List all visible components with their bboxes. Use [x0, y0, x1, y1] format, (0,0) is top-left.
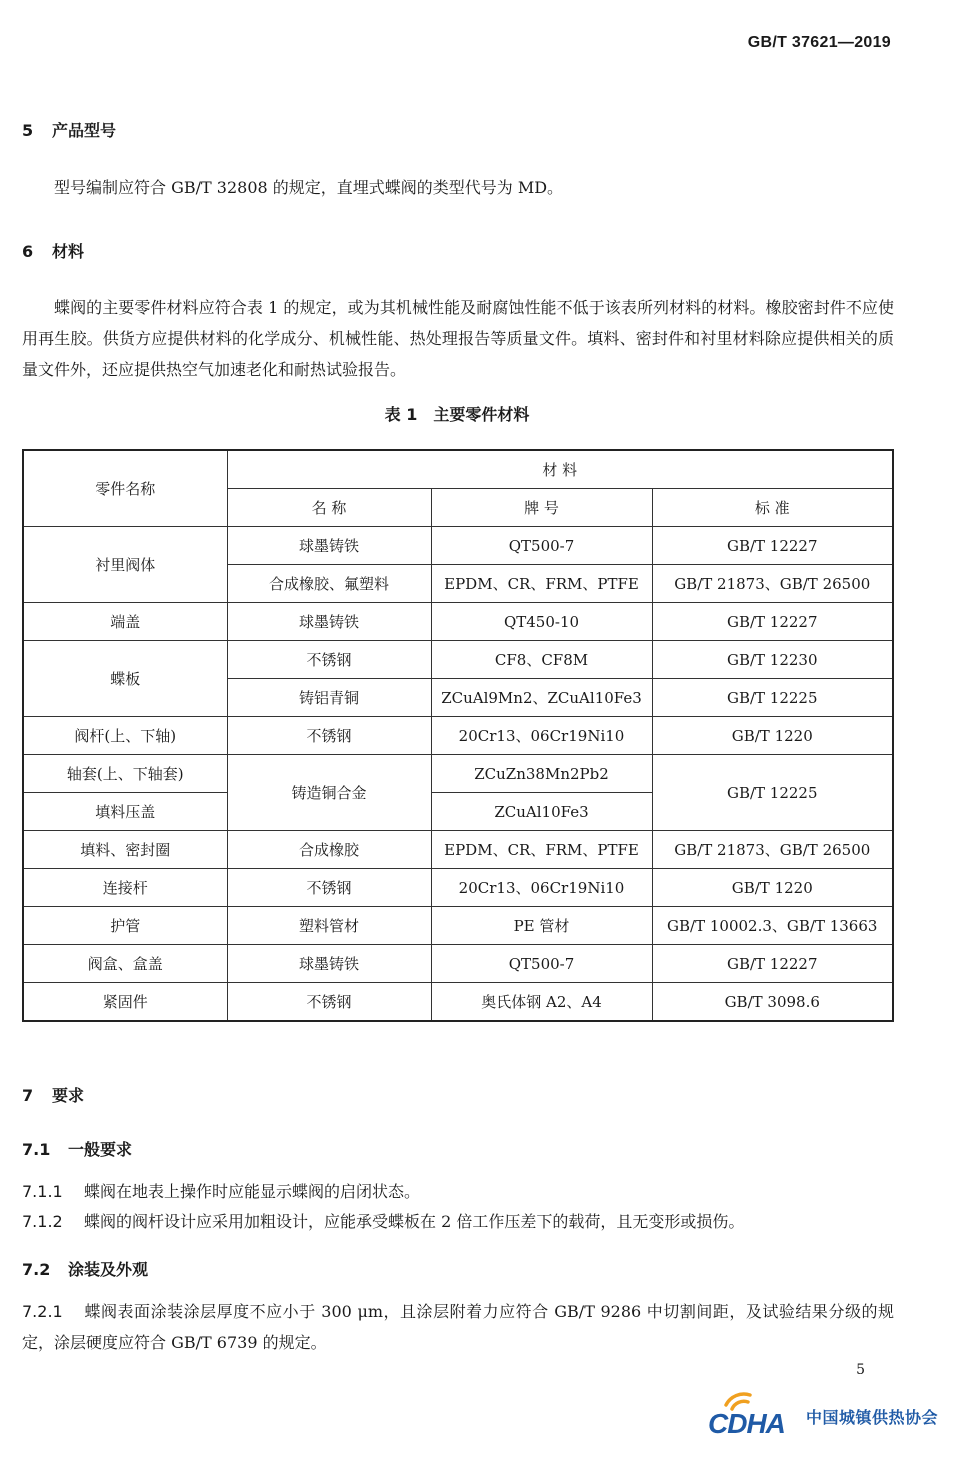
- part-cell: 护管: [23, 907, 227, 945]
- table-row: [23, 945, 893, 983]
- clause-text: 蝶阀在地表上操作时应能显示蝶阀的启闭状态。: [84, 1182, 421, 1201]
- standard-cell: GB/T 12227: [652, 603, 893, 641]
- name-cell: 铸铝青铜: [227, 679, 431, 717]
- part-cell: 阀杆(上、下轴): [23, 717, 227, 755]
- name-cell: 不锈钢: [227, 983, 431, 1022]
- table-row: [23, 603, 893, 641]
- table-row: [23, 907, 893, 945]
- header-name: 名 称: [227, 489, 431, 527]
- clause-number: 7.1.1: [22, 1182, 63, 1201]
- standard-cell: GB/T 12230: [652, 641, 893, 679]
- table-title: 表 1 主要零件材料: [384, 405, 530, 424]
- name-cell: 不锈钢: [227, 869, 431, 907]
- clause-7-1-1: [22, 1176, 894, 1207]
- grade-cell: QT500-7: [431, 527, 652, 565]
- page-number: 5: [856, 1362, 865, 1378]
- grade-cell: 奥氏体钢 A2、A4: [431, 983, 652, 1022]
- table-row: [23, 831, 893, 869]
- section-5-heading: [22, 118, 116, 141]
- table-row: [23, 717, 893, 755]
- section-number: 7.2: [22, 1260, 51, 1279]
- section-6-paragraph: 蝶阀的主要零件材料应符合表 1 的规定，或为其机械性能及耐腐蚀性能不低于该表所列材料的材料。橡胶密封件不应使用再生胶。供货方应提供材料的化学成分、机械性能、热处理报告等质量文件。填料、密封件和衬里材料除应提供相关的质量文件外，还应提供热空气加速老化和耐热试验报告。: [22, 298, 894, 379]
- grade-cell: ZCuZn38Mn2Pb2: [431, 755, 652, 793]
- grade-cell: EPDM、CR、FRM、PTFE: [431, 565, 652, 603]
- standard-cell: GB/T 12227: [652, 945, 893, 983]
- name-cell: 不锈钢: [227, 641, 431, 679]
- section-number: 7: [22, 1086, 34, 1105]
- header-part-name: 零件名称: [23, 450, 227, 527]
- clause-text: 蝶阀表面涂装涂层厚度不应小于 300 μm，且涂层附着力应符合 GB/T 9286 中切割间距，及试验结果分级的规定，涂层硬度应符合 GB/T 6739 的规定。: [22, 1302, 894, 1352]
- name-cell: 不锈钢: [227, 717, 431, 755]
- materials-table: [22, 449, 894, 1022]
- grade-cell: 20Cr13、06Cr19Ni10: [431, 869, 652, 907]
- section-7-2-heading: [22, 1257, 148, 1280]
- grade-cell: PE 管材: [431, 907, 652, 945]
- cdha-logo: [706, 1389, 956, 1443]
- part-cell: 连接杆: [23, 869, 227, 907]
- part-cell: 填料、密封圈: [23, 831, 227, 869]
- standard-cell: GB/T 10002.3、GB/T 13663: [652, 907, 893, 945]
- section-title: 一般要求: [68, 1140, 133, 1159]
- table-row: [23, 869, 893, 907]
- part-cell: 填料压盖: [23, 793, 227, 831]
- part-cell: 蝶板: [23, 641, 227, 717]
- section-title: 产品型号: [52, 121, 117, 140]
- standard-cell: GB/T 1220: [652, 869, 893, 907]
- name-cell: 球墨铸铁: [227, 603, 431, 641]
- clause-number: 7.1.2: [22, 1212, 63, 1231]
- table-row: [23, 983, 893, 1022]
- standard-cell: GB/T 21873、GB/T 26500: [652, 565, 893, 603]
- name-cell: 球墨铸铁: [227, 527, 431, 565]
- standard-cell: GB/T 21873、GB/T 26500: [652, 831, 893, 869]
- section-title: 材料: [52, 242, 85, 261]
- name-cell: 塑料管材: [227, 907, 431, 945]
- table-row: [23, 755, 893, 793]
- logo-text: 中国城镇供热协会: [806, 1408, 939, 1427]
- standard-cell: GB/T 12225: [652, 755, 893, 831]
- header-grade: 牌 号: [431, 489, 652, 527]
- grade-cell: CF8、CF8M: [431, 641, 652, 679]
- svg-text:CDHA: CDHA: [708, 1408, 785, 1439]
- part-cell: 轴套(上、下轴套): [23, 755, 227, 793]
- clause-7-1-2: [22, 1206, 894, 1237]
- name-cell: 合成橡胶: [227, 831, 431, 869]
- standard-cell: GB/T 3098.6: [652, 983, 893, 1022]
- header-material: 材 料: [227, 450, 893, 489]
- clause-text: 蝶阀的阀杆设计应采用加粗设计，应能承受蝶板在 2 倍工作压差下的载荷，且无变形或损伤。: [84, 1212, 745, 1231]
- part-cell: 端盖: [23, 603, 227, 641]
- standard-cell: GB/T 12227: [652, 527, 893, 565]
- table-row: [23, 527, 893, 565]
- section-number: 6: [22, 242, 34, 261]
- table-header-row: [23, 450, 893, 489]
- grade-cell: ZCuAl10Fe3: [431, 793, 652, 831]
- grade-cell: ZCuAl9Mn2、ZCuAl10Fe3: [431, 679, 652, 717]
- section-title: 涂装及外观: [68, 1260, 149, 1279]
- grade-cell: EPDM、CR、FRM、PTFE: [431, 831, 652, 869]
- section-number: 7.1: [22, 1140, 51, 1159]
- section-7-1-heading: [22, 1137, 132, 1160]
- part-cell: 紧固件: [23, 983, 227, 1022]
- grade-cell: QT450-10: [431, 603, 652, 641]
- header-standard: 标 准: [652, 489, 893, 527]
- part-cell: 阀盒、盒盖: [23, 945, 227, 983]
- section-title: 要求: [52, 1086, 85, 1105]
- section-5-paragraph: 型号编制应符合 GB/T 32808 的规定，直埋式蝶阀的类型代号为 MD。: [54, 178, 564, 197]
- part-cell: 衬里阀体: [23, 527, 227, 603]
- standard-cell: GB/T 1220: [652, 717, 893, 755]
- grade-cell: QT500-7: [431, 945, 652, 983]
- grade-cell: 20Cr13、06Cr19Ni10: [431, 717, 652, 755]
- table-row: [23, 641, 893, 679]
- name-cell: 合成橡胶、氟塑料: [227, 565, 431, 603]
- clause-number: 7.2.1: [22, 1302, 63, 1321]
- clause-7-2-1: [22, 1296, 894, 1358]
- standard-number: GB/T 37621—2019: [747, 34, 891, 51]
- name-cell: 球墨铸铁: [227, 945, 431, 983]
- section-7-heading: [22, 1083, 84, 1106]
- name-cell: 铸造铜合金: [227, 755, 431, 831]
- section-6-heading: [22, 239, 84, 262]
- cdha-logo-mark: [706, 1389, 806, 1443]
- section-number: 5: [22, 121, 34, 140]
- standard-cell: GB/T 12225: [652, 679, 893, 717]
